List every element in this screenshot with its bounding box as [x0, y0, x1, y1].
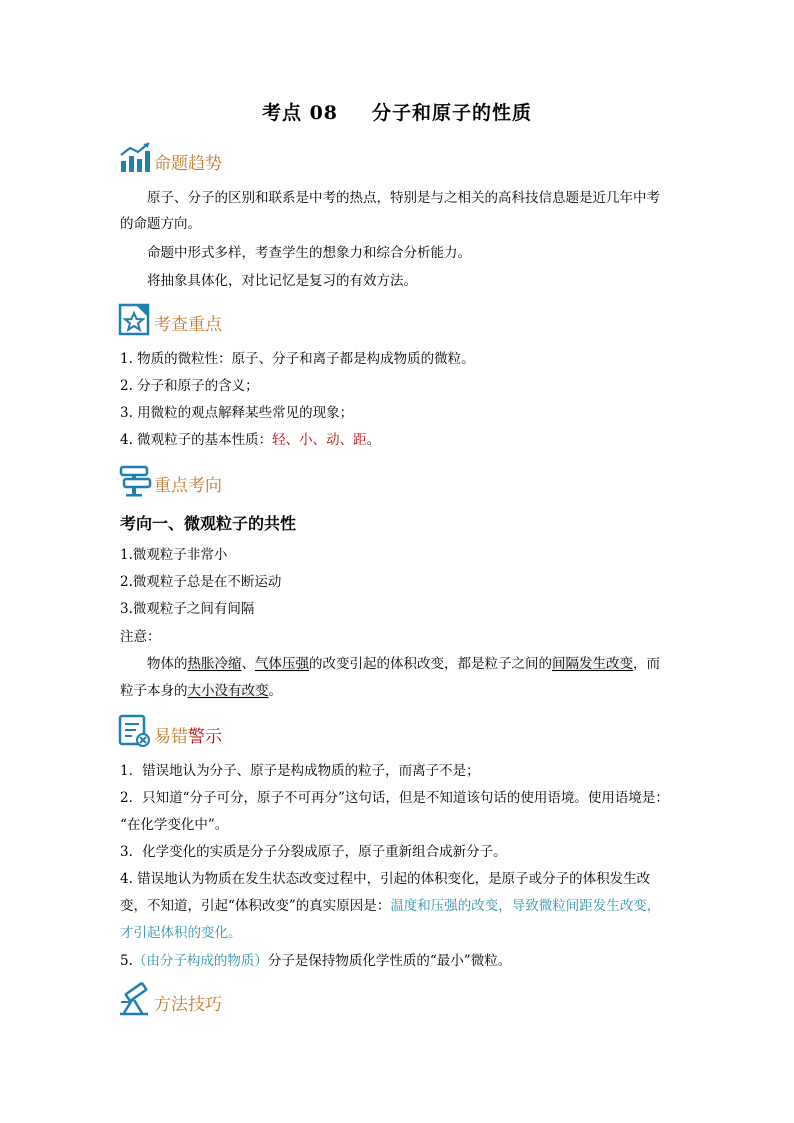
highlight-term: 热胀冷缩: [187, 656, 242, 672]
mistake-3: 3．化学变化的实质是分子分裂成原子，原子重新组合成新分子。: [120, 844, 507, 860]
trend-paragraph-3: 将抽象具体化，对比记忆是复习的有效方法。: [147, 273, 417, 289]
explanation-text-cont: 才引起体积的变化。: [120, 925, 242, 941]
mistake-4: 4. 错误地认为物质在发生状态改变过程中，引起的体积变化，是原子或分子的体积发生改: [120, 871, 651, 887]
qualifier-text: （由分子构成的物质）: [132, 953, 268, 969]
telescope-icon: [118, 982, 152, 1016]
section-heading-direction: [118, 457, 222, 497]
direction-heading: 考向一、微观粒子的共性: [120, 514, 297, 533]
focus-item-2: 2. 分子和原子的含义；: [120, 378, 259, 394]
mistake-5: 5.（由分子构成的物质）分子是保持物质化学性质的“最小”微粒。: [120, 953, 512, 969]
direction-point-1: 1.微观粒子非常小: [120, 547, 228, 563]
chart-trend-icon: [118, 141, 152, 175]
note-line-2: 粒子本身的大小没有改变。: [120, 683, 282, 699]
signpost-icon: [118, 463, 152, 497]
trend-paragraph-2: 命题中形式多样，考查学生的想象力和综合分析能力。: [147, 245, 471, 261]
explanation-text: 温度和压强的改变，导致微粒间距发生改变，: [390, 898, 661, 914]
highlight-term: 气体压强: [255, 656, 309, 672]
title-topic-number: 考点 08: [261, 102, 339, 124]
focus-item-4: 4. 微观粒子的基本性质：轻、小、动、距。: [120, 432, 381, 448]
direction-point-2: 2.微观粒子总是在不断运动: [120, 574, 282, 590]
note-label: 注意：: [120, 629, 161, 645]
section-heading-focus: [118, 296, 222, 336]
mistake-1: 1．错误地认为分子、原子是构成物质的粒子，而离子不是；: [120, 763, 480, 779]
mistake-2: 2．只知道“分子可分，原子不可再分”这句话，但是不知道该句话的使用语境。使用语境是：: [120, 790, 669, 806]
section-heading-trend: [118, 135, 222, 175]
direction-point-3: 3.微观粒子之间有间隔: [120, 601, 255, 617]
trend-paragraph-1: 原子、分子的区别和联系是中考的热点，特别是与之相关的高科技信息题是近几年中考: [147, 190, 660, 206]
section-title: 方法技巧: [154, 995, 222, 1015]
focus-item-3: 3. 用微粒的观点解释某些常见的现象；: [120, 405, 354, 421]
mistake-4-cont: 变，不知道，引起“体积改变”的真实原因是：温度和压强的改变，导致微粒间距发生改变，: [120, 898, 661, 914]
section-title: 命题趋势: [154, 154, 222, 174]
section-title: 考查重点: [154, 315, 222, 335]
section-title: 易错警示: [154, 727, 222, 747]
focus-item-1: 1. 物质的微粒性：原子、分子和离子都是构成物质的微粒。: [120, 351, 475, 367]
title-topic-name: 分子和原子的性质: [372, 102, 533, 124]
key-properties: 轻、小、动、距: [272, 432, 367, 448]
section-heading-mistakes: [118, 708, 222, 748]
section-heading-method: [118, 976, 222, 1016]
highlight-term: 间隔发生改变: [552, 656, 633, 672]
note-line-1: 物体的热胀冷缩、气体压强的改变引起的体积改变，都是粒子之间的间隔发生改变，而: [147, 656, 660, 672]
star-folder-icon: [118, 302, 152, 336]
document-error-icon: [118, 714, 152, 748]
mistake-2-cont: “在化学变化中”。: [120, 817, 229, 833]
section-title: 重点考向: [154, 476, 222, 496]
page-title: [0, 98, 794, 125]
trend-paragraph-1-cont: 的命题方向。: [120, 216, 201, 232]
highlight-term: 大小没有改变: [187, 683, 269, 699]
